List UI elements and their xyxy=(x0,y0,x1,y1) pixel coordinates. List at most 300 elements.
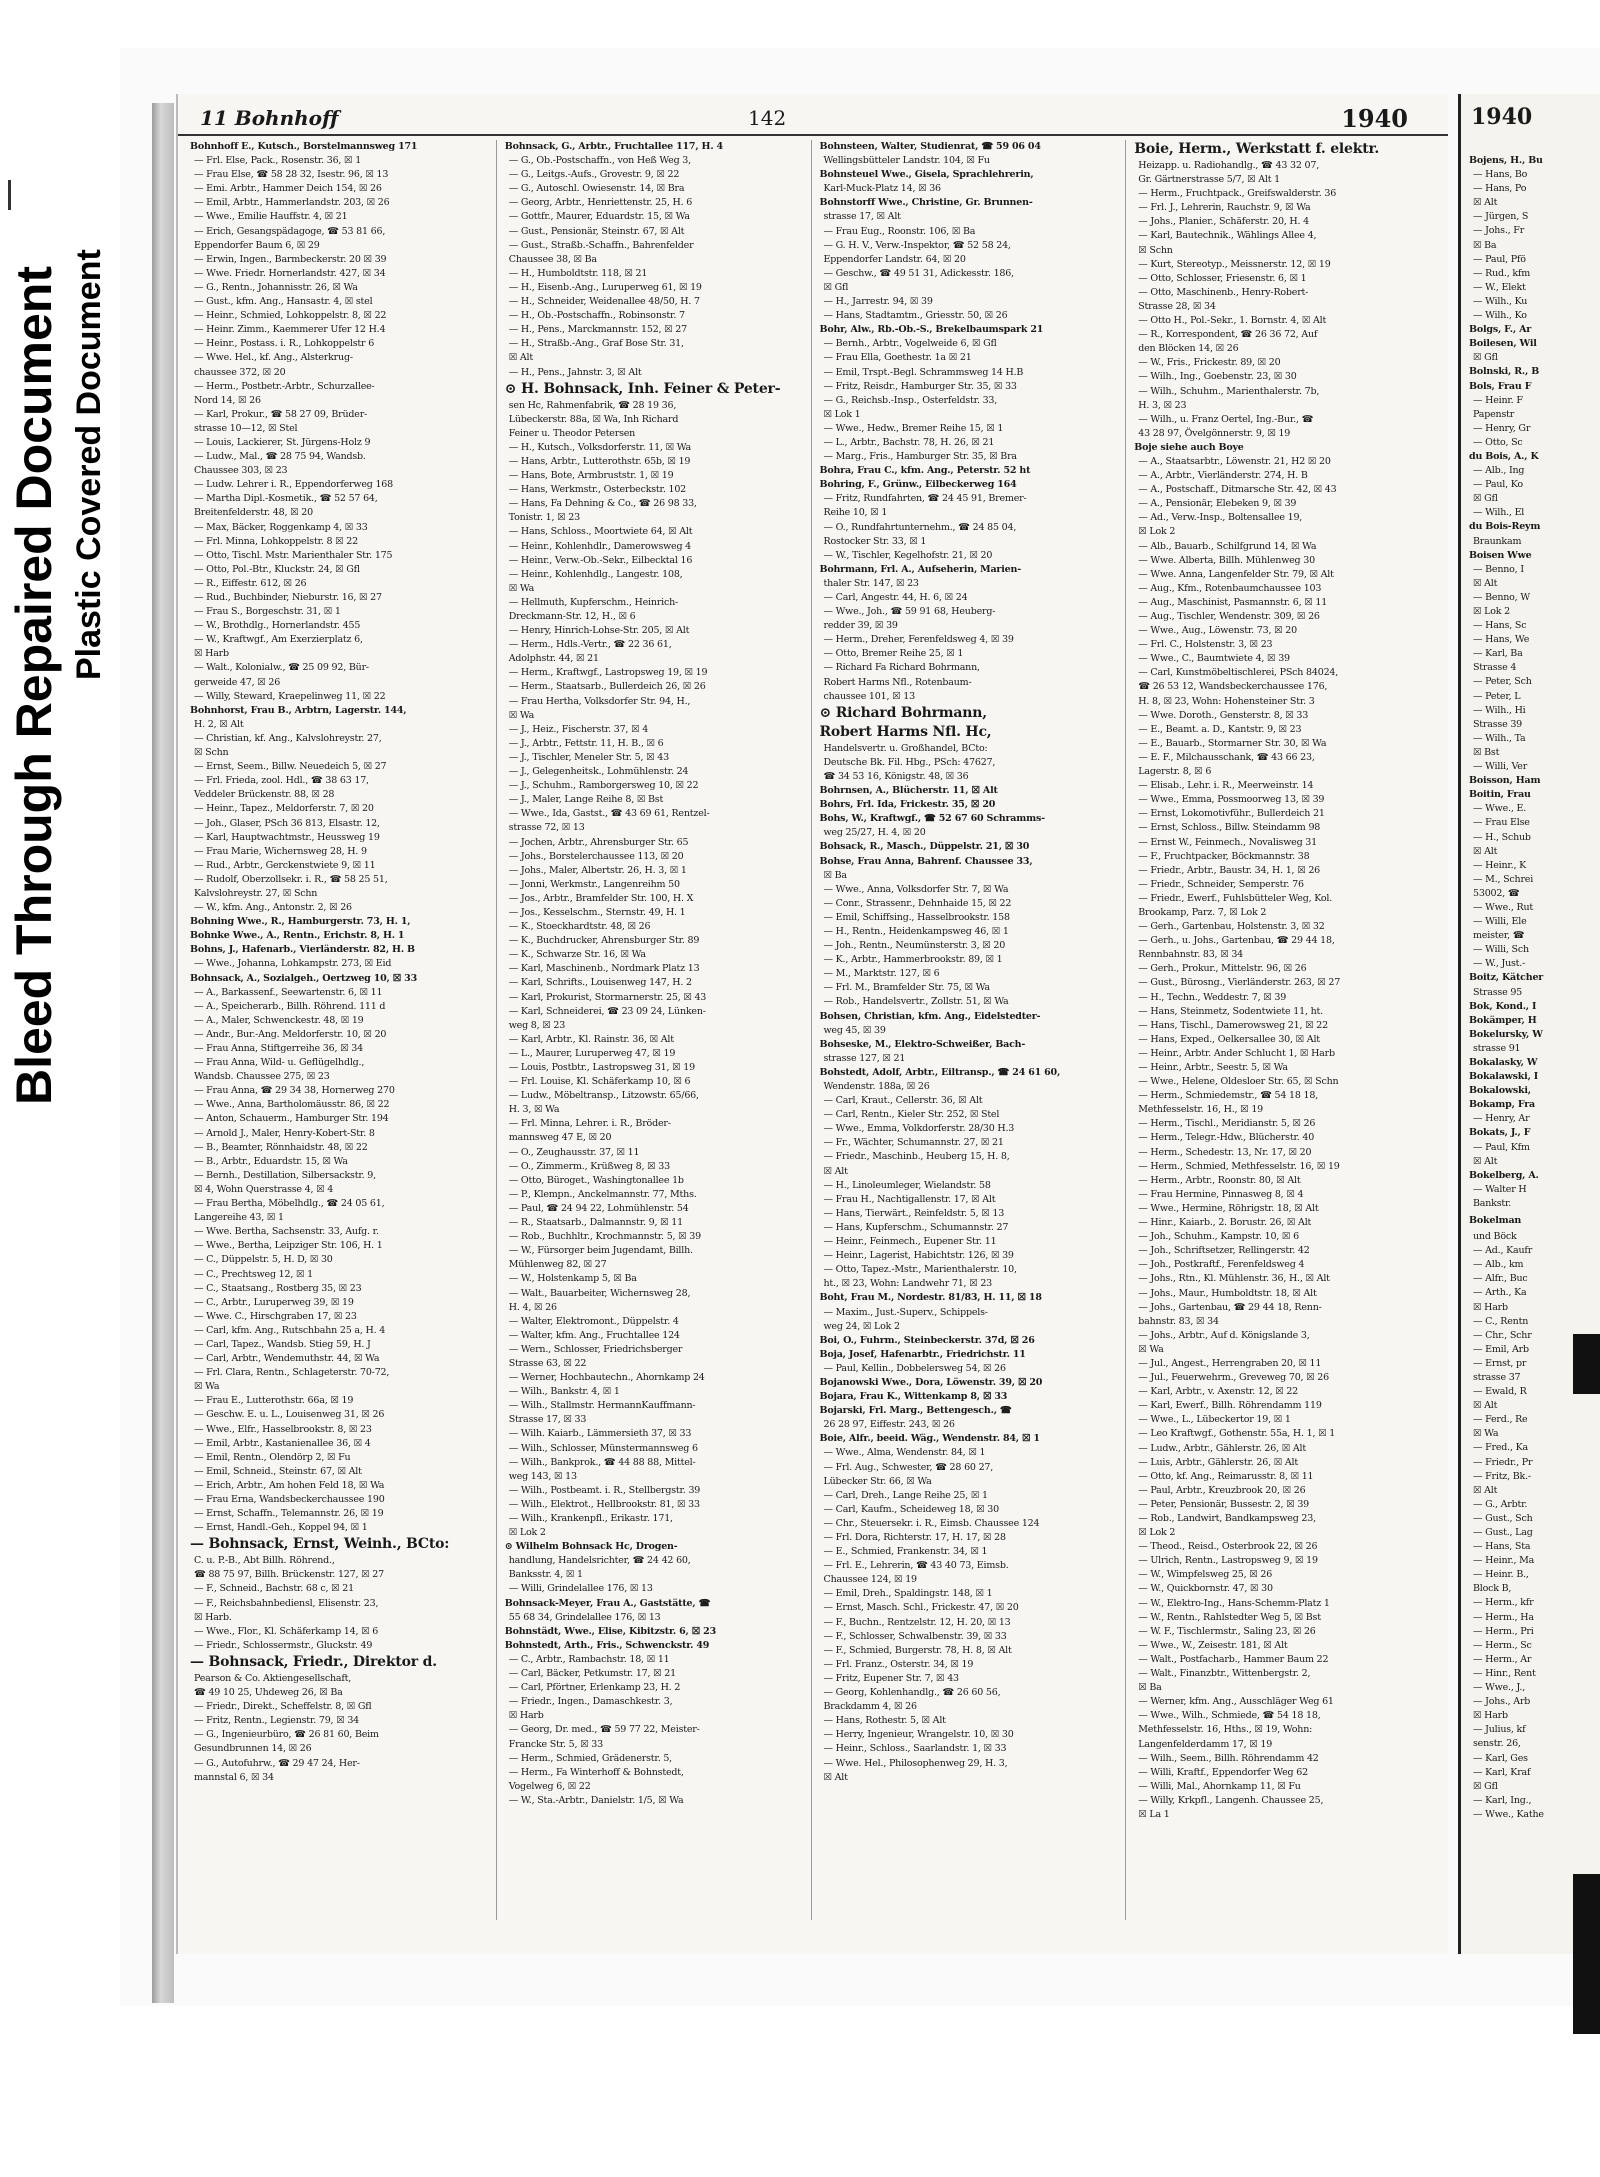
directory-entry: — L., Arbtr., Bachstr. 78, H. 26, ☒ 21 xyxy=(823,436,995,448)
facing-directory-entry: — Otto, Sc xyxy=(1473,436,1523,448)
directory-entry: — F., Schmied, Burgerstr. 78, H. 8, ☒ Alt xyxy=(823,1644,1012,1656)
directory-entry: — W., Brothdlg., Hornerlandstr. 455 xyxy=(194,620,361,632)
directory-entry: ☒ 4, Wohn Querstrasse 4, ☒ 4 xyxy=(194,1183,334,1195)
facing-directory-entry: — Wwe., Rut xyxy=(1473,901,1533,913)
directory-entry: Eppendorfer Baum 6, ☒ 29 xyxy=(194,239,320,251)
directory-entry: — Otto, Tischl. Mstr. Marienthaler Str. 175 xyxy=(194,549,393,561)
directory-entry: — Marg., Fris., Hamburger Str. 35, ☒ Bra xyxy=(823,451,1017,463)
directory-entry: — Joh., Rentn., Neumünsterstr. 3, ☒ 20 xyxy=(823,940,1006,952)
directory-entry: — Wilh., Elektrot., Hellbrookstr. 81, ☒ 33 xyxy=(508,1498,700,1510)
directory-entry: — J., Maler, Lange Reihe 8, ☒ Bst xyxy=(508,794,664,806)
directory-entry: — H., Schneider, Weidenallee 48/50, H. 7 xyxy=(508,296,700,308)
directory-entry: — Peter, Pensionär, Bussestr. 2, ☒ 39 xyxy=(1138,1498,1310,1510)
directory-entry: — Carl, Arbtr., Wendemuthstr. 44, ☒ Wa xyxy=(194,1353,380,1365)
directory-entry: Bohseske, M., Elektro-Schweißer, Bach- xyxy=(819,1038,1026,1050)
directory-entry: ☎ 34 53 16, Königstr. 48, ☒ 36 xyxy=(823,770,969,782)
directory-entry: Brackdamm 4, ☒ 26 xyxy=(823,1701,917,1713)
directory-entry: H. 2, ☒ Alt xyxy=(194,718,244,730)
facing-directory-entry: Bolgs, F., Ar xyxy=(1469,324,1532,336)
facing-directory-entry: — Fred., Ka xyxy=(1473,1442,1528,1454)
facing-directory-entry: Boitin, Frau xyxy=(1469,789,1531,801)
directory-entry: Wellingsbütteler Landstr. 104, ☒ Fu xyxy=(823,155,990,167)
directory-entry: Bohns, J., Hafenarb., Vierländerstr. 82, H. B xyxy=(190,944,415,956)
facing-directory-entry: — Julius, kf xyxy=(1473,1724,1526,1736)
directory-entry: — Hans, Werkmstr., Osterbeckstr. 102 xyxy=(508,484,687,496)
facing-directory-entry: strasse 37 xyxy=(1473,1371,1521,1383)
directory-entry: — H., Linoleumleger, Wielandstr. 58 xyxy=(823,1179,991,1191)
directory-entry: Karl-Muck-Platz 14, ☒ 36 xyxy=(823,183,941,195)
directory-entry: ☒ Ba xyxy=(823,869,847,881)
directory-entry: chaussee 372, ☒ 20 xyxy=(194,366,286,378)
facing-directory-entry: — Frau Else xyxy=(1473,817,1530,829)
directory-entry: — Erwin, Ingen., Barmbeckerstr. 20 ☒ 39 xyxy=(194,253,387,265)
directory-entry: — Frl. Louise, Kl. Schäferkamp 10, ☒ 6 xyxy=(508,1076,691,1088)
facing-directory-entry: Block B, xyxy=(1473,1583,1512,1595)
directory-entry: — Wwe., Anna, Volksdorfer Str. 7, ☒ Wa xyxy=(823,883,1009,895)
directory-entry: ☒ Lok 1 xyxy=(823,408,861,420)
facing-directory-entry: — Johs., Fr xyxy=(1473,225,1525,237)
facing-directory-entry: Boilesen, Wil xyxy=(1469,338,1537,350)
facing-directory-entry: — M., Schrei xyxy=(1473,873,1534,885)
directory-entry: — Friedr., Schneider, Semperstr. 76 xyxy=(1138,878,1304,890)
directory-entry: — Martha Dipl.-Kosmetik., ☎ 52 57 64, xyxy=(194,493,378,505)
directory-entry: Bohnstädt, Wwe., Elise, Kibitzstr. 6, ☒ 23 xyxy=(504,1625,717,1637)
facing-directory-entry: — Wilh., Ku xyxy=(1473,295,1528,307)
facing-directory-entry: — Heinr. F xyxy=(1473,394,1523,406)
facing-directory-entry: — Gust., Lag xyxy=(1473,1527,1533,1538)
facing-directory-entry: — Hinr., Rent xyxy=(1473,1667,1536,1679)
directory-entry: — Walt., Finanzbtr., Wittenbergstr. 2, xyxy=(1138,1668,1311,1680)
directory-entry: — J., Gelegenheitsk., Lohmühlenstr. 24 xyxy=(508,766,689,778)
directory-entry: — Paul, Kellin., Dobbelersweg 54, ☒ 26 xyxy=(823,1362,1006,1374)
directory-entry: — F., Buchn., Rentzelstr. 12, H. 20, ☒ 13 xyxy=(823,1616,1011,1628)
directory-entry: — Karl, Hauptwachtmstr., Heussweg 19 xyxy=(194,831,380,843)
directory-entry: — Rud., Arbtr., Gerckenstwiete 9, ☒ 11 xyxy=(194,859,376,871)
directory-entry: — Ad., Verw.-Insp., Boltensallee 19, xyxy=(1138,512,1303,524)
directory-entry: ⊙ Richard Bohrmann, xyxy=(819,704,987,721)
directory-entry: Rennbahnstr. 83, ☒ 34 xyxy=(1138,949,1244,961)
directory-entry: — Otto, Maschinenb., Henry-Robert- xyxy=(1138,286,1309,298)
directory-entry: — Maxim., Just.-Superv., Schippels- xyxy=(823,1306,988,1318)
directory-entry: — Wwe. Doroth., Gensterstr. 8, ☒ 33 xyxy=(1138,709,1309,721)
facing-directory-entry: — Hans, We xyxy=(1473,634,1530,646)
directory-entry: — Heinr., Schloss., Saarlandstr. 1, ☒ 33 xyxy=(823,1743,1007,1755)
facing-directory-entry: — Herm., Sc xyxy=(1473,1639,1532,1651)
directory-entry: ☎ 26 53 12, Wandsbeckerchaussee 176, xyxy=(1138,681,1328,693)
directory-entry: Bohnsack-Meyer, Frau A., Gaststätte, ☎ xyxy=(504,1597,711,1609)
directory-entry: — Ernst, Schloss., Billw. Steindamm 98 xyxy=(1138,822,1321,834)
directory-entry: — Jos., Kesselschm., Sternstr. 49, H. 1 xyxy=(508,906,686,918)
directory-entry: — Bohnsack, Ernst, Weinh., BCto: xyxy=(190,1536,450,1553)
directory-entry: — Gerh., u. Johs., Gartenbau, ☎ 29 44 18, xyxy=(1138,935,1335,947)
directory-entry: — Herm., Fa Winterhoff & Bohnstedt, xyxy=(508,1766,684,1778)
facing-directory-entry: Bokämper, H xyxy=(1469,1014,1537,1026)
directory-entry: — Geschw., ☎ 49 51 31, Adickesstr. 186, xyxy=(823,267,1014,279)
directory-entry: — M., Marktstr. 127, ☒ 6 xyxy=(823,968,940,980)
directory-entry: Wandsb. Chaussee 275, ☒ 23 xyxy=(194,1071,330,1083)
directory-entry: — Emil, Schneid., Steinstr. 67, ☒ Alt xyxy=(194,1465,362,1477)
directory-entry: ☒ Lok 2 xyxy=(1138,526,1176,538)
directory-entry: Bohstedt, Adolf, Arbtr., Eiltransp., ☎ 24 61 60, xyxy=(819,1066,1061,1078)
directory-entry: — Fritz, Eupener Str. 7, ☒ 43 xyxy=(823,1672,959,1684)
directory-entry: — Herm., Schmiedemstr., ☎ 54 18 18, xyxy=(1138,1090,1319,1102)
facing-directory-entry: — Benno, I xyxy=(1473,563,1524,575)
facing-directory-entry: — Chr., Schr xyxy=(1473,1329,1532,1341)
directory-entry: Bohnstorff Wwe., Christine, Gr. Brunnen- xyxy=(819,197,1033,209)
directory-entry: — H., Eisenb.-Ang., Luruperweg 61, ☒ 19 xyxy=(508,281,702,293)
directory-entry: — W. F., Tischlermstr., Saling 23, ☒ 26 xyxy=(1138,1625,1316,1637)
directory-entry: ☒ Lok 2 xyxy=(1138,1527,1176,1539)
directory-entry: — Carl, Kaufm., Scheideweg 18, ☒ 30 xyxy=(823,1503,999,1515)
directory-entry: — Werner, kfm. Ang., Ausschläger Weg 61 xyxy=(1138,1696,1334,1708)
directory-entry: — Wwe., Hermine, Röhrigstr. 18, ☒ Alt xyxy=(1138,1202,1319,1214)
directory-entry: mannsweg 47 E, ☒ 20 xyxy=(508,1132,612,1144)
directory-entry: — R., Korrespondent, ☎ 26 36 72, Auf xyxy=(1138,329,1318,341)
directory-entry: — Herm., Dreher, Ferenfeldsweg 4, ☒ 39 xyxy=(823,634,1014,646)
directory-entry: Veddeler Brückenstr. 88, ☒ 28 xyxy=(194,789,335,801)
directory-entry: — Herm., Schedestr. 13, Nr. 17, ☒ 20 xyxy=(1138,1146,1312,1158)
directory-entry: — G., Leitgs.-Aufs., Grovestr. 9, ☒ 22 xyxy=(508,169,680,181)
directory-entry: — Wwe., W., Zeisestr. 181, ☒ Alt xyxy=(1138,1639,1288,1651)
facing-directory-entry: — Hans, Sc xyxy=(1473,620,1527,632)
directory-entry: — F., Fruchtpacker, Böckmannstr. 38 xyxy=(1138,850,1310,862)
directory-entry: ☎ 88 75 97, Billh. Brückenstr. 127, ☒ 27 xyxy=(194,1569,384,1581)
running-head: 11 Bohnhoff xyxy=(200,106,339,130)
directory-entry: Bohring, F., Grünw., Eilbeckerweg 164 xyxy=(819,479,1017,491)
directory-entry: — Heinr., Kohlenhdlg., Langestr. 108, xyxy=(508,568,683,580)
directory-entry: — Heinr., Arbtr. Ander Schlucht 1, ☒ Harb xyxy=(1138,1047,1335,1059)
directory-entry: — Wwe., Emilie Hauffstr. 4, ☒ 21 xyxy=(194,211,348,223)
facing-directory-entry: Braunkam xyxy=(1473,535,1522,547)
directory-entry: — Carl, Dreh., Lange Reihe 25, ☒ 1 xyxy=(823,1489,988,1501)
directory-entry: — Emil, Schiffsing., Hasselbrookstr. 158 xyxy=(823,911,1010,923)
directory-entry: — Louis, Postbtr., Lastropsweg 31, ☒ 19 xyxy=(508,1062,695,1073)
facing-directory-entry: und Böck xyxy=(1473,1231,1517,1243)
facing-directory-entry: — Peter, L xyxy=(1473,690,1521,702)
facing-directory-entry: — Paul, Kfm xyxy=(1473,1141,1530,1153)
facing-directory-entry: — H., Schub xyxy=(1473,831,1531,843)
directory-entry: C. u. P.-B., Abt Billh. Röhrend., xyxy=(194,1555,335,1567)
directory-entry: — W., Fürsorger beim Jugendamt, Billh. xyxy=(508,1245,693,1257)
directory-entry: — Frau Bertha, Möbelhdlg., ☎ 24 05 61, xyxy=(194,1198,385,1210)
directory-entry: — Wwe., Flor., Kl. Schäferkamp 14, ☒ 6 xyxy=(194,1625,379,1637)
directory-entry: ☒ Harb. xyxy=(194,1611,232,1623)
directory-entry: — Frau Eug., Roonstr. 106, ☒ Ba xyxy=(823,225,976,237)
directory-entry: — Wwe., Emma, Possmoorweg 13, ☒ 39 xyxy=(1138,794,1325,806)
directory-entry: — Herm., Arbtr., Roonstr. 80, ☒ Alt xyxy=(1138,1174,1301,1186)
directory-entry: H. 3, ☒ 23 xyxy=(1138,399,1187,411)
directory-entry: — Gerh., Prokur., Mittelstr. 96, ☒ 26 xyxy=(1138,963,1307,975)
directory-entry: — C., Arbtr., Rambachstr. 18, ☒ 11 xyxy=(508,1653,670,1665)
directory-entry: thaler Str. 147, ☒ 23 xyxy=(823,577,919,589)
directory-entry: — J., Schuhm., Ramborgersweg 10, ☒ 22 xyxy=(508,780,699,792)
facing-directory-entry: ☒ Bst xyxy=(1473,746,1500,758)
directory-entry: Breitenfelderstr. 48, ☒ 20 xyxy=(194,507,313,519)
directory-entry: — Wwe., C., Baumtwiete 4, ☒ 39 xyxy=(1138,653,1290,665)
directory-entry: — Carl, Tapez., Wandsb. Stieg 59, H. J xyxy=(194,1338,371,1350)
facing-directory-entry: Bokelberg, A. xyxy=(1469,1169,1539,1181)
directory-entry: — H., Techn., Weddestr. 7, ☒ 39 xyxy=(1138,991,1287,1003)
directory-entry: — E. F., Milchausschank, ☎ 43 66 23, xyxy=(1138,751,1315,763)
directory-entry: — Hans, Arbtr., Lutterothstr. 65b, ☒ 19 xyxy=(508,455,691,467)
directory-entry: — Wwe., Wilh., Schmiede, ☎ 54 18 18, xyxy=(1138,1710,1321,1722)
directory-entry: ☒ Wa xyxy=(508,582,535,594)
directory-entry: — Fritz, Reisdr., Hamburger Str. 35, ☒ 33 xyxy=(823,380,1017,392)
facing-directory-entry: — Johs., Arb xyxy=(1473,1696,1531,1708)
facing-directory-entry: — Peter, Sch xyxy=(1473,676,1532,688)
directory-entry: Lagerstr. 8, ☒ 6 xyxy=(1138,766,1212,778)
directory-entry: — Emil, Arbtr., Hammerlandstr. 203, ☒ 26 xyxy=(194,197,390,209)
directory-entry: — Jos., Arbtr., Bramfelder Str. 100, H. X xyxy=(508,892,694,904)
facing-directory-entry: — Heinr. B., xyxy=(1473,1569,1529,1581)
directory-entry: — Otto H., Pol.-Sekr., 1. Bornstr. 4, ☒ Alt xyxy=(1138,315,1327,327)
directory-entry: — Hans, Stadtamtm., Griesstr. 50, ☒ 26 xyxy=(823,310,1008,322)
directory-entry: den Blöcken 14, ☒ 26 xyxy=(1138,343,1239,355)
directory-entry: weg 25/27, H. 4, ☒ 20 xyxy=(823,827,926,839)
directory-entry: — Herry, Ingenieur, Wrangelstr. 10, ☒ 30 xyxy=(823,1729,1014,1741)
directory-entry: — Friedr., Arbtr., Baustr. 34, H. 1, ☒ 26 xyxy=(1138,864,1321,876)
facing-directory-entry: — Wwe., E. xyxy=(1473,803,1527,815)
directory-entry: — Frl. Minna, Lehrer. i. R., Bröder- xyxy=(508,1118,671,1130)
facing-directory-entry: — Heinr., Ma xyxy=(1473,1555,1535,1567)
directory-entry: — Willy, Steward, Kraepelinweg 11, ☒ 22 xyxy=(194,690,386,702)
directory-entry: — Wwe., Alma, Wendenstr. 84, ☒ 1 xyxy=(823,1447,986,1459)
directory-entry: Boje siehe auch Boye xyxy=(1134,441,1244,453)
directory-entry: — Rob., Handelsvertr., Zollstr. 51, ☒ Wa xyxy=(823,996,1009,1008)
directory-entry: Bohse, Frau Anna, Bahrenf. Chaussee 33, xyxy=(819,855,1033,867)
directory-entry: Bohsack, R., Masch., Düppelstr. 21, ☒ 30 xyxy=(819,841,1030,853)
directory-entry: — K., Schwarze Str. 16, ☒ Wa xyxy=(508,949,646,961)
directory-entry: ☒ Gfl xyxy=(823,281,849,293)
facing-directory-entry: ☒ Wa xyxy=(1473,1428,1499,1440)
directory-entry: — Luis, Arbtr., Gählerstr. 26, ☒ Alt xyxy=(1138,1456,1298,1468)
directory-entry: — O., Zimmerm., Krüßweg 8, ☒ 33 xyxy=(508,1160,670,1172)
directory-entry: — Johs., Borstelerchaussee 113, ☒ 20 xyxy=(508,850,684,862)
facing-directory-entry: Bokalasky, W xyxy=(1469,1057,1538,1068)
directory-entry: — Willy, Krkpfl., Langenh. Chaussee 25, xyxy=(1138,1794,1324,1806)
directory-entry: Handelsvertr. u. Großhandel, BCto: xyxy=(823,742,988,754)
facing-directory-entry: Bokelman xyxy=(1469,1215,1522,1227)
directory-entry: — Karl, Bautechnik., Wählings Allee 4, xyxy=(1138,230,1317,242)
directory-entry: — Otto, Schlosser, Friesenstr. 6, ☒ 1 xyxy=(1138,272,1307,284)
facing-page-year: 1940 xyxy=(1471,104,1533,130)
facing-directory-entry: Bokats, J., F xyxy=(1469,1127,1531,1139)
facing-directory-entry: — Ernst, pr xyxy=(1473,1357,1527,1369)
facing-directory-entry: ☒ Alt xyxy=(1473,1400,1498,1412)
directory-entry: — A., Speicherarb., Billh. Röhrend. 111 d xyxy=(194,1000,386,1012)
directory-entry: — Andr., Bur.-Ang. Meldorferstr. 10, ☒ 20 xyxy=(194,1028,387,1040)
directory-entry: — Elisab., Lehr. i. R., Meerweinstr. 14 xyxy=(1138,780,1314,792)
directory-entry: Bohs, W., Kraftwgf., ☎ 52 67 60 Schramms- xyxy=(819,813,1045,825)
scanned-book-spread xyxy=(120,48,1600,2006)
directory-entry: — Wwe., Hedw., Bremer Reihe 15, ☒ 1 xyxy=(823,422,1004,434)
facing-directory-entry: — Herm., Ha xyxy=(1473,1611,1534,1623)
directory-entry: — Frl. Frieda, zool. Hdl., ☎ 38 63 17, xyxy=(194,775,369,787)
directory-entry: — Ludw., Arbtr., Gählerstr. 26, ☒ Alt xyxy=(1138,1442,1306,1454)
directory-entry: — Frau E., Lutterothstr. 66a, ☒ 19 xyxy=(194,1395,354,1407)
directory-entry: — G., Rentn., Johannisstr. 26, ☒ Wa xyxy=(194,281,358,293)
directory-entry: — O., Zeughausstr. 37, ☒ 11 xyxy=(508,1146,640,1158)
directory-entry: — Karl, Maschinenb., Nordmark Platz 13 xyxy=(508,963,700,975)
directory-entry: — Kurt, Stereotyp., Meissnerstr. 12, ☒ 19 xyxy=(1138,258,1331,270)
directory-entry: — Theod., Reisd., Osterbrook 22, ☒ 26 xyxy=(1138,1541,1318,1553)
directory-entry: Tonistr. 1, ☒ 23 xyxy=(508,512,580,524)
directory-entry: Bohrs, Frl. Ida, Frickestr. 35, ☒ 20 xyxy=(819,799,996,811)
directory-entry: — Carl, Rentn., Kieler Str. 252, ☒ Stel xyxy=(823,1109,1000,1121)
directory-entry: — Hans, Kupferschm., Schumannstr. 27 xyxy=(823,1221,1009,1233)
directory-entry: — Carl, kfm. Ang., Rutschbahn 25 a, H. 4 xyxy=(194,1324,386,1336)
directory-entry: strasse 72, ☒ 13 xyxy=(508,822,585,834)
directory-entry: — O., Rundfahrtunternehm., ☎ 24 85 04, xyxy=(823,521,1017,533)
directory-entry: — Heinr. Zimm., Kaemmerer Ufer 12 H.4 xyxy=(194,324,386,336)
page-year: 1940 xyxy=(1341,104,1408,133)
facing-directory-entry: — Hans, Bo xyxy=(1473,169,1528,181)
directory-entry: Bohrmann, Frl. A., Aufseherin, Marien- xyxy=(819,563,1021,575)
directory-entry: — H., Ob.-Postschaffn., Robinsonstr. 7 xyxy=(508,310,685,322)
directory-entry: — Willi, Grindelallee 176, ☒ 13 xyxy=(508,1583,653,1595)
directory-entry: — H., Rentn., Heidenkampsweg 46, ☒ 1 xyxy=(823,925,1009,937)
directory-entry: — Rob., Landwirt, Bandkampsweg 23, xyxy=(1138,1513,1316,1524)
directory-entry: — Emil, Trspt.-Begl. Schrammsweg 14 H.B xyxy=(823,366,1024,378)
directory-entry: — Georg, Kohlenhandlg., ☎ 26 60 56, xyxy=(823,1687,1001,1699)
directory-entry: — Ludw. Lehrer i. R., Eppendorferweg 168 xyxy=(194,479,393,491)
directory-entry: — Carl, Pförtner, Erlenkamp 23, H. 2 xyxy=(508,1682,681,1694)
directory-entry: — Herm., Schmied, Methfesselstr. 16, ☒ 19 xyxy=(1138,1160,1340,1172)
facing-directory-entry: ☒ Alt xyxy=(1473,197,1498,209)
directory-entry: Bohnke Wwe., A., Rentn., Erichstr. 8, H. 1 xyxy=(190,930,405,942)
directory-entry: sen Hc, Rahmenfabrik, ☎ 28 19 36, xyxy=(508,399,677,411)
directory-entry: — Wilh., Bankprok., ☎ 44 88 88, Mittel- xyxy=(508,1456,696,1468)
directory-entry: — Wwe. Friedr. Hornerlandstr. 427, ☒ 34 xyxy=(194,267,386,279)
directory-entry: Bohnhoff E., Kutsch., Borstelmannsweg 171 xyxy=(190,141,418,152)
facing-directory-entry: ☒ Alt xyxy=(1473,577,1498,589)
directory-entry: — Frau H., Nachtigallenstr. 17, ☒ Alt xyxy=(823,1193,996,1205)
directory-entry: — Ernst, Masch. Schl., Frickestr. 47, ☒ 20 xyxy=(823,1602,1019,1614)
directory-entry: — Friedr., Ewerf., Fuhlsbütteler Weg, Kol. xyxy=(1138,892,1333,904)
directory-entry: — Karl, Prokurist, Stormarnerstr. 25, ☒ 43 xyxy=(508,991,707,1003)
facing-directory-entry: ☒ Alt xyxy=(1473,1155,1498,1167)
directory-entry: — Herm., Fruchtpack., Greifswalderstr. 36 xyxy=(1138,188,1337,200)
directory-entry: — E., Bauarb., Stormarner Str. 30, ☒ Wa xyxy=(1138,737,1327,749)
facing-directory-entry: ☒ Gfl xyxy=(1473,1780,1498,1792)
directory-entry: weg 45, ☒ 39 xyxy=(823,1024,886,1036)
directory-entry: — Joh., Schuhm., Kampstr. 10, ☒ 6 xyxy=(1138,1231,1299,1243)
facing-directory-entry: Bolnski, R., B xyxy=(1469,366,1540,378)
directory-entry: strasse 127, ☒ 21 xyxy=(823,1052,906,1064)
directory-entry: — Wern., Schlosser, Friedrichsberger xyxy=(508,1343,683,1355)
directory-entry: — Wwe., Bertha, Leipziger Str. 106, H. 1 xyxy=(194,1240,383,1252)
facing-directory-entry: Strasse 95 xyxy=(1473,986,1523,998)
facing-directory-entry: meister, ☎ xyxy=(1473,930,1525,942)
directory-entry: Kalvslohreystr. 27, ☒ Schn xyxy=(194,887,318,899)
directory-entry: ht., ☒ 23, Wohn: Landwehr 71, ☒ 23 xyxy=(823,1278,993,1290)
directory-entry: — Aug., Kfm., Rotenbaumchaussee 103 xyxy=(1138,582,1322,594)
directory-entry: — Joh., Postkraftf., Ferenfeldsweg 4 xyxy=(1138,1259,1305,1271)
directory-entry: — Joh., Glaser, PSch 36 813, Elsastr. 12, xyxy=(194,817,380,829)
directory-entry: — Georg, Dr. med., ☎ 59 77 22, Meister- xyxy=(508,1724,700,1736)
directory-entry: — Wwe., Anna, Bartholomäusstr. 86, ☒ 22 xyxy=(194,1099,390,1111)
directory-entry: — Ulrich, Rentn., Lastropsweg 9, ☒ 19 xyxy=(1138,1555,1318,1567)
directory-entry: — E., Schmied, Frankenstr. 34, ☒ 1 xyxy=(823,1546,988,1558)
facing-directory-entry: Strasse 39 xyxy=(1473,718,1523,730)
directory-entry: — Willi, Mal., Ahornkamp 11, ☒ Fu xyxy=(1138,1780,1301,1792)
directory-entry: — Rud., Buchbinder, Nieburstr. 16, ☒ 27 xyxy=(194,592,382,603)
directory-entry: — Herm., Staatsarb., Bullerdeich 26, ☒ 26 xyxy=(508,681,706,693)
directory-entry: — Hinr., Kaiarb., 2. Borustr. 26, ☒ Alt xyxy=(1138,1217,1312,1229)
directory-entry: — Frau Anna, Stiftgerreihe 36, ☒ 34 xyxy=(194,1043,363,1054)
directory-entry: — Karl, Ewerf., Billh. Röhrendamm 119 xyxy=(1138,1400,1322,1412)
facing-directory-entry: Boitz, Kätcher xyxy=(1469,972,1544,984)
directory-entry: Wendenstr. 188a, ☒ 26 xyxy=(823,1081,930,1092)
directory-entry: — Gerh., Gartenbau, Holstenstr. 3, ☒ 32 xyxy=(1138,921,1325,933)
directory-entry: ☒ Wa xyxy=(508,709,535,721)
directory-entry: — Wwe., Emma, Volkdorferstr. 28/30 H.3 xyxy=(823,1123,1015,1135)
directory-entry: 43 28 97, Övelgönnerstr. 9, ☒ 19 xyxy=(1138,427,1291,439)
facing-directory-entry: — Paul, Ko xyxy=(1473,479,1523,491)
directory-entry: — G., Ob.-Postschaffn., von Heß Weg 3, xyxy=(508,155,691,167)
directory-entry: — Johs., Maler, Albertstr. 26, H. 3, ☒ 1 xyxy=(508,864,687,876)
directory-entry: — Wwe. Hel., kf. Ang., Alsterkrug- xyxy=(194,352,353,364)
directory-entry: — A., Maler, Schwenckestr. 48, ☒ 19 xyxy=(194,1014,364,1026)
directory-entry: — Otto, kf. Ang., Reimarusstr. 8, ☒ 11 xyxy=(1138,1470,1314,1482)
directory-entry: — W., Elektro-Ing., Hans-Schemm-Platz 1 xyxy=(1138,1597,1330,1609)
directory-entry: weg 24, ☒ Lok 2 xyxy=(823,1320,900,1332)
directory-entry: gerweide 47, ☒ 26 xyxy=(194,676,281,688)
directory-entry: — Bohnsack, Friedr., Direktor d. xyxy=(190,1653,437,1670)
directory-entry: — Wilh., Schuhm., Marienthalerstr. 7b, xyxy=(1138,385,1320,397)
directory-entry: — Wilh., Bankstr. 4, ☒ 1 xyxy=(508,1386,620,1398)
directory-entry: — C., Düppelstr. 5, H. D, ☒ 30 xyxy=(194,1254,333,1266)
directory-entry: Bojanowski Wwe., Dora, Löwenstr. 39, ☒ 20 xyxy=(819,1376,1043,1388)
directory-entry: — H., Humboldtstr. 118, ☒ 21 xyxy=(508,267,648,279)
directory-entry: — J., Arbtr., Fettstr. 11, H. B., ☒ 6 xyxy=(508,737,664,749)
directory-entry: — Aug., Tischler, Wendenstr. 309, ☒ 26 xyxy=(1138,611,1320,622)
facing-directory-entry: — Fritz, Bk.- xyxy=(1473,1470,1531,1482)
directory-entry: — Herm., Tischl., Meridianstr. 5, ☒ 26 xyxy=(1138,1118,1316,1130)
directory-entry: — C., Prechtsweg 12, ☒ 1 xyxy=(194,1268,313,1280)
directory-entry: — Herm., Postbetr.-Arbtr., Schurzallee- xyxy=(194,380,375,392)
facing-directory-entry: ☒ Harb xyxy=(1473,1710,1508,1722)
directory-column xyxy=(820,140,1127,1920)
directory-entry: Bohr, Alw., Rb.-Ob.-S., Brekelbaumspark 21 xyxy=(819,324,1044,336)
directory-entry: — Karl, Arbtr., Kl. Rainstr. 36, ☒ Alt xyxy=(508,1033,674,1045)
facing-directory-entry: — Henry, Gr xyxy=(1473,422,1531,434)
facing-directory-entry: Bokalowski, xyxy=(1469,1085,1531,1097)
facing-directory-entry: — Herm., kfr xyxy=(1473,1597,1534,1609)
scan-classification-labels xyxy=(0,0,120,1150)
directory-entry: — Frau Anna, ☎ 29 34 38, Hornerweg 270 xyxy=(194,1085,395,1097)
directory-entry: — Frl. Clara, Rentn., Schlageterstr. 70-72, xyxy=(194,1367,390,1379)
directory-entry: — Otto, Bremer Reihe 25, ☒ 1 xyxy=(823,648,964,660)
facing-directory-entry: Bokalawski, I xyxy=(1469,1071,1539,1083)
directory-entry: — Wwe. Anna, Langenfelder Str. 79, ☒ Alt xyxy=(1138,568,1334,580)
facing-directory-entry: — W., Just.- xyxy=(1473,958,1526,970)
facing-directory-entry: — Karl, Ges xyxy=(1473,1752,1528,1764)
facing-directory-entry: — Paul, Pfö xyxy=(1473,253,1526,265)
directory-entry: — G., Autoschl. Owiesenstr. 14, ☒ Bra xyxy=(508,183,685,195)
directory-entry: — Wwe., Johanna, Lohkampstr. 273, ☒ Eid xyxy=(194,958,392,970)
directory-entry: — Friedr., Direkt., Scheffelstr. 8, ☒ Gfl xyxy=(194,1701,372,1713)
directory-entry: — Paul, ☎ 24 94 22, Lohmühlenstr. 54 xyxy=(508,1202,689,1214)
facing-directory-entry: — Herm., Ar xyxy=(1473,1653,1532,1665)
facing-directory-entry: — Emil, Arb xyxy=(1473,1343,1529,1355)
directory-entry: — Frau Hertha, Volksdorfer Str. 94, H., xyxy=(508,695,691,707)
directory-entry: — Heinr., Tapez., Meldorferstr. 7, ☒ 20 xyxy=(194,803,374,815)
facing-directory-entry: — Karl, Kraf xyxy=(1473,1766,1531,1778)
facing-directory-entry: — Karl, Ba xyxy=(1473,648,1523,660)
page-number: 142 xyxy=(748,106,787,130)
directory-entry: Adolphstr. 44, ☒ 21 xyxy=(508,653,599,665)
